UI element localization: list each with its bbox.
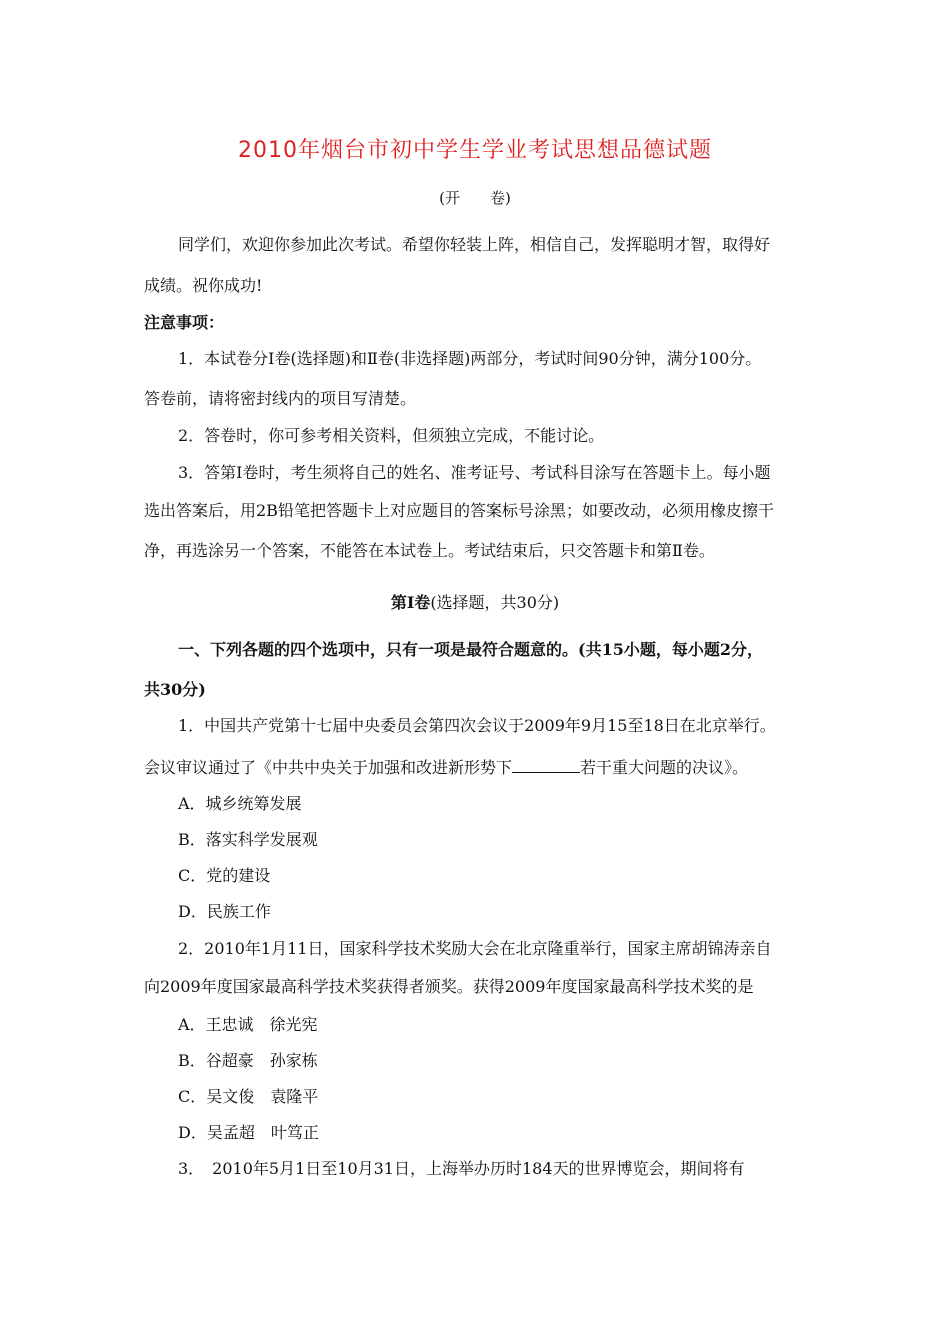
question-2-option-b: B．谷超豪 孙家栋 [178, 1051, 318, 1070]
question-1-option-b: B．落实科学发展观 [178, 830, 318, 849]
greeting-line-1: 同学们，欢迎你参加此次考试。希望你轻装上阵，相信自己，发挥聪明才智，取得好 [178, 235, 771, 254]
notice-3-line-3: 净，再选涂另一个答案，不能答在本试卷上。考试结束后，只交答题卡和第Ⅱ卷。 [144, 541, 715, 560]
question-2-option-d: D．吴孟超 叶笃正 [178, 1123, 319, 1142]
exam-title: 2010年烟台市初中学生学业考试思想品德试题 [238, 138, 712, 163]
notice-heading: 注意事项： [144, 313, 225, 332]
notice-1-line-2: 答卷前，请将密封线内的项目写清楚。 [144, 389, 417, 408]
question-3-line-1: 3． 2010年5月1日至10月31日，上海举办历时184天的世界博览会，期间将有 [178, 1159, 745, 1178]
question-1-option-d: D．民族工作 [178, 902, 271, 921]
section-1-heading-detail: (选择题，共30分) [430, 593, 560, 612]
notice-3-line-2: 选出答案后，用2B铅笔把答题卡上对应题目的答案标号涂黑；如要改动，必须用橡皮擦干 [144, 501, 774, 520]
question-2-line-2: 向2009年度国家最高科学技术奖获得者颁奖。获得2009年度国家最高科学技术奖的是 [144, 977, 754, 996]
notice-2: 2．答卷时，你可参考相关资料，但须独立完成，不能讨论。 [178, 426, 605, 445]
question-2-line-1: 2．2010年1月11日，国家科学技术奖励大会在北京隆重举行，国家主席胡锦涛亲自 [178, 939, 772, 958]
question-1-option-c: C．党的建设 [178, 866, 271, 885]
question-1-stem-end: 若干重大问题的决议》。 [580, 758, 749, 777]
question-1-option-a: A．城乡统筹发展 [178, 794, 302, 813]
question-2-option-c: C．吴文俊 袁隆平 [178, 1087, 319, 1106]
section-1-heading [0, 593, 950, 613]
part-1-instructions-line-2: 共30分) [144, 680, 206, 699]
greeting-line-2: 成绩。祝你成功! [144, 276, 263, 295]
question-1-blank [512, 757, 580, 773]
question-2-option-a: A．王忠诚 徐光宪 [178, 1015, 318, 1034]
question-1-line-1: 1．中国共产党第十七届中央委员会第四次会议于2009年9月15至18日在北京举行。 [178, 716, 776, 735]
question-1-stem-start: 会议审议通过了《中共中央关于加强和改进新形势下 [144, 758, 513, 777]
exam-subtitle: (开 卷) [439, 189, 511, 207]
section-1-heading-label: 第Ⅰ卷 [390, 593, 431, 612]
notice-3-line-1: 3．答第Ⅰ卷时，考生须将自己的姓名、准考证号、考试科目涂写在答题卡上。每小题 [178, 463, 771, 482]
notice-1-line-1: 1．本试卷分Ⅰ卷(选择题)和Ⅱ卷(非选择题)两部分，考试时间90分钟，满分100分。 [178, 349, 762, 368]
part-1-instructions-line-1: 一、下列各题的四个选项中，只有一项是最符合题意的。(共15小题，每小题2分， [178, 640, 763, 659]
question-1-line-2 [144, 757, 748, 778]
